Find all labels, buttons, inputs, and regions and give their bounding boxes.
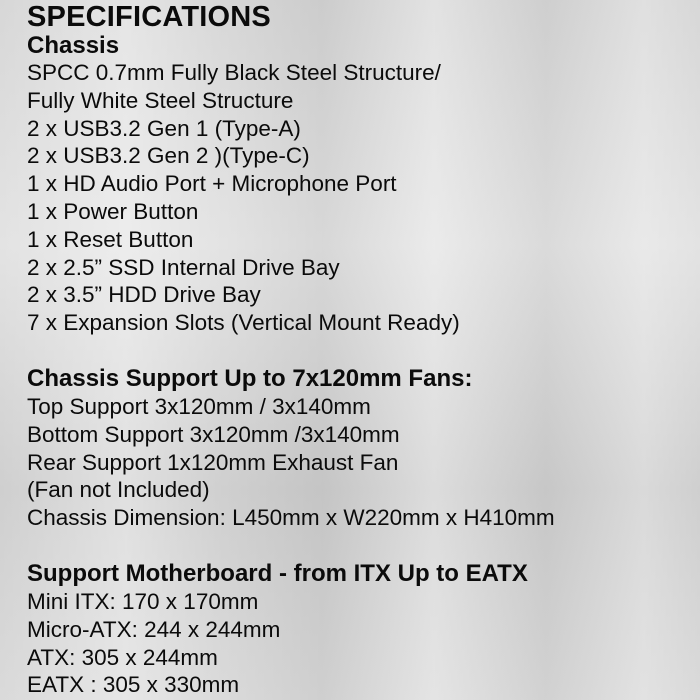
spec-line: 2 x USB3.2 Gen 1 (Type-A) bbox=[27, 115, 301, 141]
spec-line: Chassis Dimension: L450mm x W220mm x H410mm bbox=[27, 505, 555, 531]
spec-line: (Fan not Included) bbox=[27, 477, 210, 503]
section-heading: Chassis bbox=[27, 32, 120, 59]
section-chassis bbox=[27, 33, 687, 337]
spec-sheet bbox=[27, 2, 687, 699]
section-heading: Chassis Support Up to 7x120mm Fans: bbox=[27, 364, 473, 392]
spec-line: ATX: 305 x 244mm bbox=[27, 644, 218, 670]
spec-line: SPCC 0.7mm Fully Black Steel Structure/ bbox=[27, 60, 441, 85]
section-motherboard-support bbox=[27, 560, 687, 699]
spec-line: Top Support 3x120mm / 3x140mm bbox=[27, 393, 371, 419]
spec-line: Micro-ATX: 244 x 244mm bbox=[27, 616, 281, 642]
spec-line: 2 x USB3.2 Gen 2 )(Type-C) bbox=[27, 143, 310, 169]
section-fan-support bbox=[27, 365, 687, 532]
spec-line: 2 x 3.5” HDD Drive Bay bbox=[27, 282, 261, 308]
page-title: SPECIFICATIONS bbox=[27, 1, 271, 33]
spec-line: 7 x Expansion Slots (Vertical Mount Ready) bbox=[27, 310, 460, 336]
spec-line: 1 x Power Button bbox=[27, 198, 199, 224]
section-heading: Support Motherboard - from ITX Up to EATX bbox=[27, 559, 528, 587]
spec-line: Mini ITX: 170 x 170mm bbox=[27, 588, 259, 614]
spec-line: EATX : 305 x 330mm bbox=[27, 672, 240, 698]
spec-line: 1 x HD Audio Port + Microphone Port bbox=[27, 171, 397, 197]
spec-line: Bottom Support 3x120mm /3x140mm bbox=[27, 421, 400, 447]
spec-line: Fully White Steel Structure bbox=[27, 87, 294, 113]
spec-line: Rear Support 1x120mm Exhaust Fan bbox=[27, 449, 399, 475]
spec-line: 1 x Reset Button bbox=[27, 226, 194, 252]
spec-line: 2 x 2.5” SSD Internal Drive Bay bbox=[27, 254, 340, 280]
